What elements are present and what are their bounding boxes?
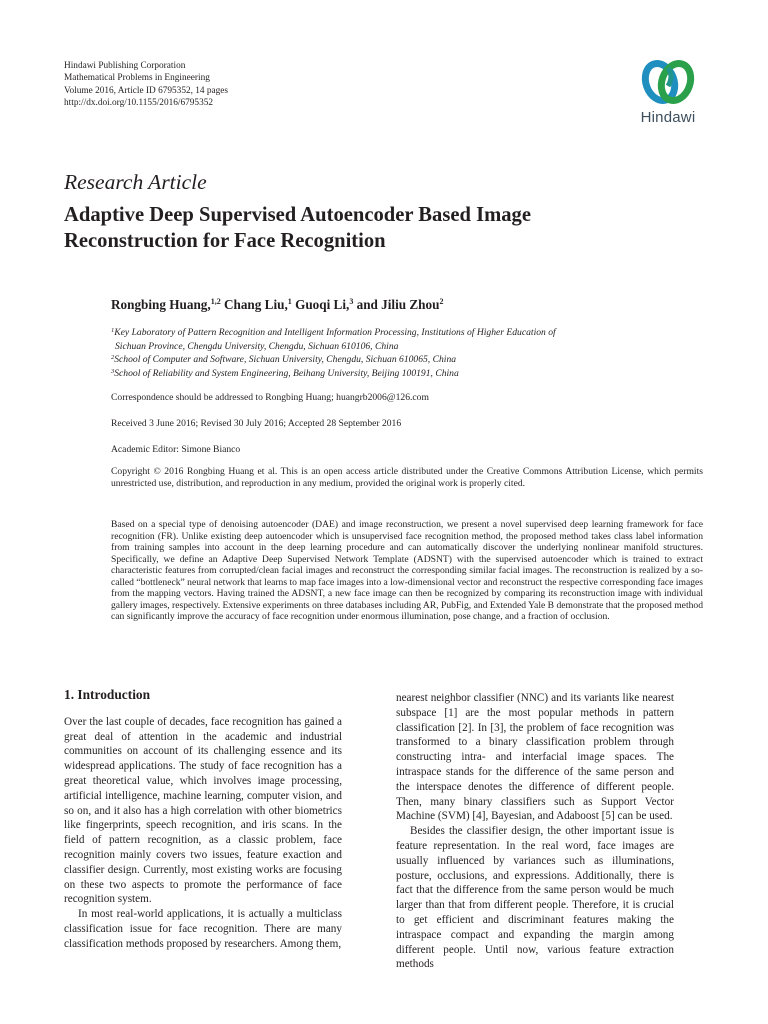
title-line: Reconstruction for Face Recognition xyxy=(64,229,386,252)
affiliation-continuation xyxy=(111,339,556,353)
affiliation-text: School of Computer and Software, Sichuan University, Chengdu, Sichuan 610065, China xyxy=(114,354,457,366)
journal-name: Mathematical Problems in Engineering xyxy=(64,73,210,84)
body-paragraph: In most real-world applications, it is actually a multiclass classification issue for face recognition. There are many classification methods proposed by researchers. Among them, xyxy=(64,908,342,950)
body-column-left xyxy=(64,688,342,952)
article-dates: Received 3 June 2016; Revised 30 July 2016; Accepted 28 September 2016 xyxy=(111,418,402,429)
correspondence-note: Correspondence should be addressed to Rongbing Huang; huangrb2006@126.com xyxy=(111,392,429,403)
author-affiliation-mark: 3 xyxy=(349,297,354,306)
body-paragraph: Over the last couple of decades, face recognition has gained a great deal of attention in the academic and industrial communities on account of its challenging essence and its widespread applications. The study of face recognition has a great theoretical value, which involves image processing, artificial intelligence, machine learning, computer vision, and so on, and it also has a high correlation with other biometrics like fingerprints, speech recognition, and iris scans. In the field of pattern recognition, as a classic problem, face recognition mainly covers two issues, feature exaction and classifier design. Currently, most existing works are focusing on these two aspects to promote the performance of face recognition system. xyxy=(64,715,342,906)
author-affiliation-mark: 1 xyxy=(287,297,292,306)
paper-title xyxy=(64,203,531,254)
author-name: Rongbing Huang, xyxy=(111,297,211,312)
affiliation-number: 3 xyxy=(111,367,115,375)
author-affiliation-mark: 2 xyxy=(439,297,444,306)
affiliation xyxy=(111,366,556,380)
body-paragraph: Besides the classifier design, the other important issue is feature representation. In the real word, face images are usually influenced by variances such as illuminations, posture, occlusions, and expressions. Additionally, there is fact that the difference from the same person would be much larger than that from different people. Therefore, it is crucial to get efficient and discriminant features making the intraspace compact and expanding the margin among different people. Until now, various feature extraction methods xyxy=(396,825,674,971)
hindawi-rings-icon xyxy=(638,56,698,108)
body-paragraph: nearest neighbor classifier (NNC) and its variants like nearest subspace [1] are the most popular methods in pattern classification [2]. In [3], the problem of face recognition was transformed to a binary classification problem through constructing intra- and interfacial image spaces. The intraspace stands for the difference of the same person and the interspace denotes the difference of different people. Then, many binary classifiers such as Support Vector Machine (SVM) [4], Bayesian, and Adaboost [5] can be used. xyxy=(396,692,674,823)
volume-info: Volume 2016, Article ID 6795352, 14 pages xyxy=(64,85,229,96)
author-affiliation-mark: 1,2 xyxy=(210,297,221,306)
title-line: Adaptive Deep Supervised Autoencoder Based Image xyxy=(64,204,531,226)
body-column-right xyxy=(396,691,674,972)
publication-info xyxy=(64,60,228,110)
affiliations xyxy=(111,325,556,379)
affiliation-number: 1 xyxy=(111,327,115,334)
affiliation xyxy=(111,325,556,339)
copyright-notice: Copyright © 2016 Rongbing Huang et al. This is an open access article distributed under the Creative Commons Attribution License, which permits unrestricted use, distribution, and reproduction in any medium, provided the original work is properly cited. xyxy=(111,466,703,489)
section-heading: 1. Introduction xyxy=(64,687,151,702)
hindawi-wordmark: Hindawi xyxy=(640,109,696,126)
affiliation-text: Sichuan Province, Chengdu University, Chengdu, Sichuan 610106, China xyxy=(115,340,399,352)
hindawi-logo xyxy=(630,56,706,132)
author-name: Chang Liu, xyxy=(220,297,288,312)
affiliation-number: 2 xyxy=(111,354,115,362)
affiliation-text: School of Reliability and System Engineering, Beihang University, Beijing 100191, China xyxy=(114,367,459,379)
abstract: Based on a special type of denoising autoencoder (DAE) and image reconstruction, we present a novel supervised deep learning framework for face recognition (FR). Unlike existing deep autoencoder which is unsupervised face recognition method, the proposed method takes class label information from training samples into account in the deep learning procedure and can automatically discover the underlying nonlinear manifold structures. Specifically, we define an Adaptive Deep Supervised Network Template (ADSNT) with the supervised autoencoder which is trained to extract characteristic features from corrupted/clean facial images and reconstruct the corresponding similar facial images. The reconstruction is realized by a so-called “bottleneck” neural network that learns to map face images into a low-dimensional vector and reconstruct the respective corresponding face images from the mapping vectors. Having trained the ADSNT, a new face image can then be recognized by comparing its reconstruction image with individual gallery images, respectively. Extensive experiments on three databases including AR, PubFig, and Extended Yale B demonstrate that the proposed method can significantly improve the accuracy of face recognition under enormous illumination, pose change, and a fraction of occlusion. xyxy=(111,519,703,622)
author-name: Guoqi Li, xyxy=(291,297,350,312)
publisher-name: Hindawi Publishing Corporation xyxy=(64,61,186,71)
doi-link[interactable]: http://dx.doi.org/10.1155/2016/6795352 xyxy=(64,98,214,109)
affiliation-text: Key Laboratory of Pattern Recognition and Intelligent Information Processing, Institutions of Higher Education of xyxy=(114,327,556,338)
article-type: Research Article xyxy=(64,170,207,194)
academic-editor: Academic Editor: Simone Bianco xyxy=(111,444,241,455)
author-name: and Jiliu Zhou xyxy=(353,297,440,312)
affiliation xyxy=(111,352,556,366)
author-list xyxy=(111,297,443,313)
